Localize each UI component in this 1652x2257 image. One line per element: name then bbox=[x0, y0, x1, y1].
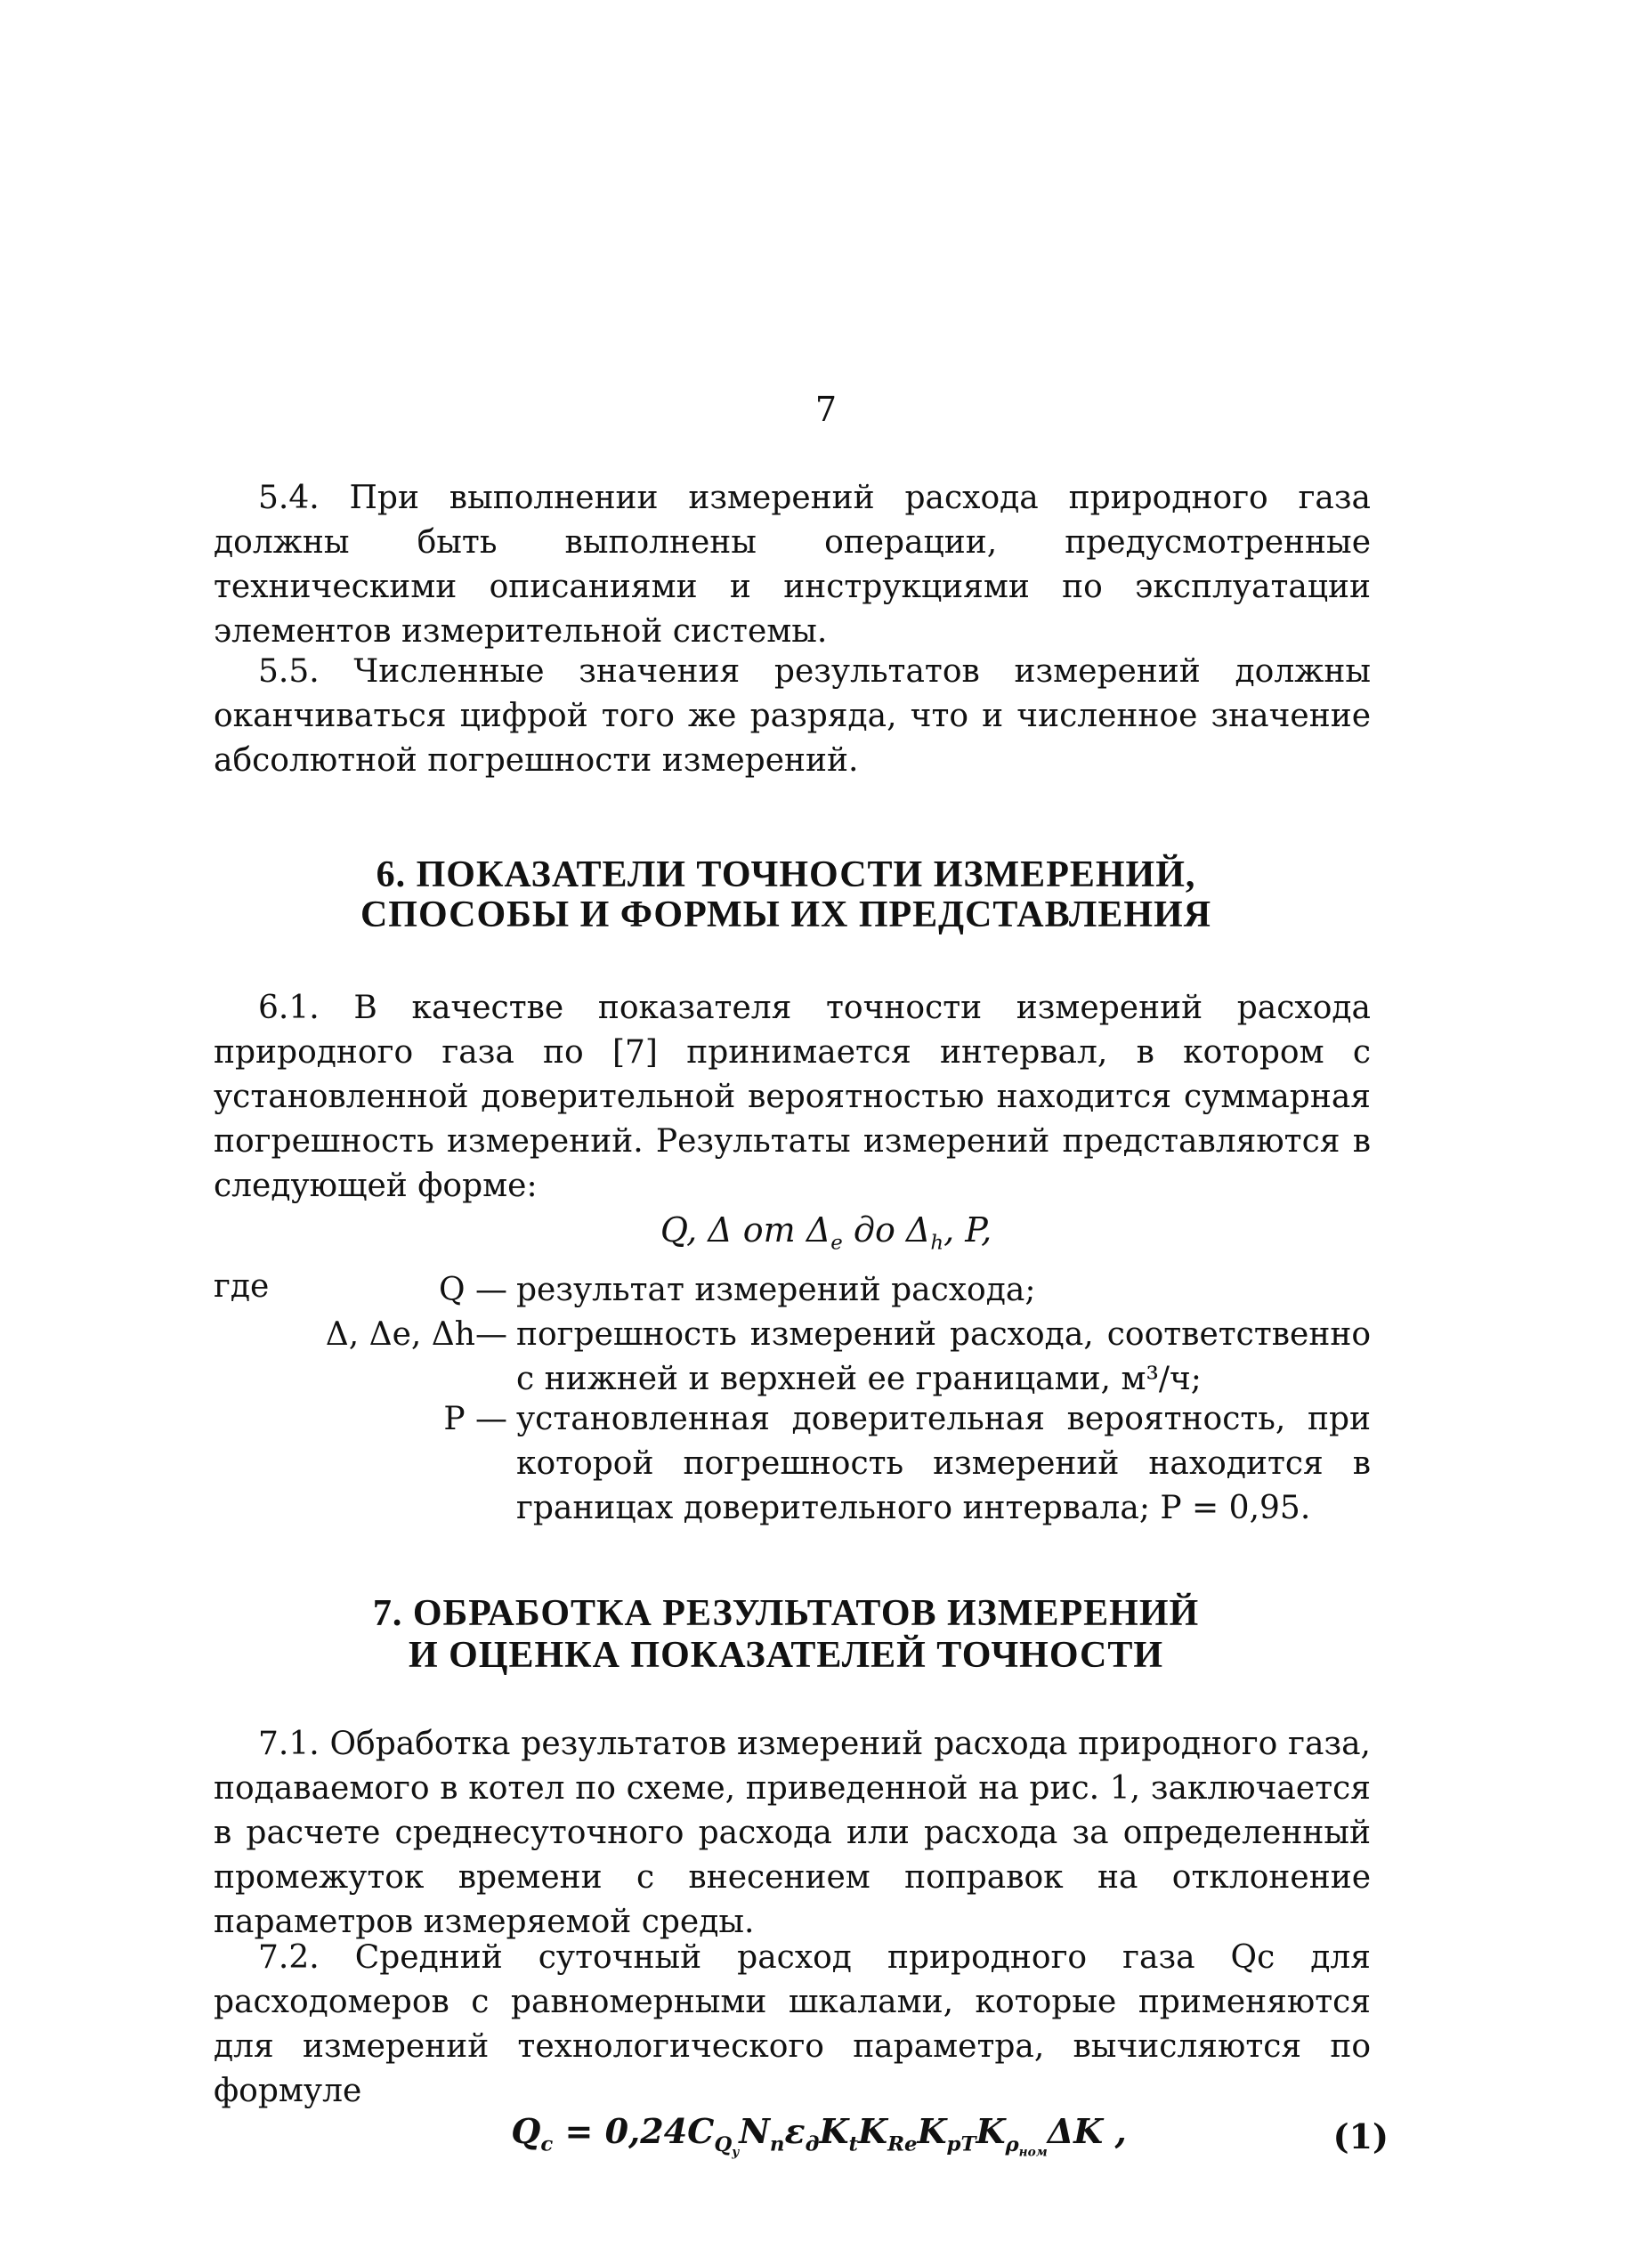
definition-delta bbox=[214, 1313, 1371, 1402]
where-label: где bbox=[214, 1268, 270, 1305]
definition-text: установленная доверительная вероятность, при которой погрешность измерений находится в границах доверительного интервала; P = 0,95. bbox=[516, 1401, 1371, 1526]
definition-p bbox=[214, 1397, 1371, 1531]
paragraph-5-4: 5.4. При выполнении измерений расхода природного газа должны быть выполнены операции, предусмотренные техническими описаниями и инструкциями по эксплуатации элементов измерительной системы. bbox=[214, 480, 1371, 650]
paragraph-7-1: 7.1. Обработка результатов измерений расхода природного газа, подаваемого в котел по схеме, приведенной на рис. 1, заключается в расчете среднесуточного расхода или расхода за определенный промежуток времени с внесением поправок на отклонение параметров измеряемой среды. bbox=[214, 1726, 1371, 1940]
formula-do: до bbox=[853, 1210, 895, 1250]
definition-text: погрешность измерений расхода, соответственно с нижней и верхней ее границами, м³/ч; bbox=[516, 1316, 1371, 1397]
definition-symbol: Q — bbox=[439, 1272, 507, 1308]
definition-symbol: Δ, Δe, Δh— bbox=[325, 1316, 507, 1353]
formula-p: , P, bbox=[943, 1210, 992, 1250]
paragraph-6-1: 6.1. В качестве показателя точности измерений расхода природного газа по [7] принимается интервал, в котором с установленной доверительной вероятностью находится суммарная погрешность измерений. Результаты измерений представляются в следующей форме: bbox=[214, 990, 1371, 1204]
paragraph-7-2: 7.2. Средний суточный расход природного газа Qc для расходомеров с равномерными шкалами, которые применяются для измерений технологического параметра, вычисляются по формуле bbox=[214, 1939, 1371, 2109]
section-7-heading-line2: И ОЦЕНКА ПОКАЗАТЕЛЕЙ ТОЧНОСТИ bbox=[408, 1635, 1164, 1676]
equation-number: (1) bbox=[1332, 2116, 1389, 2156]
formula-q: Q, Δ bbox=[660, 1210, 733, 1250]
formula-ot: от bbox=[742, 1210, 796, 1250]
formula-delta-upper: $\Delta_h$ bbox=[905, 1210, 944, 1255]
definition-q bbox=[214, 1268, 1371, 1313]
equation-1-lhs: $Q_c = 0,24C_{Q_y}N_п\varepsilon_дK_tK_{Re}K_{pT}K_{\rho_{ном}}\Delta K$ , bbox=[511, 2111, 1127, 2160]
definition-symbol: P — bbox=[443, 1401, 507, 1437]
section-6-heading-line1: 6. ПОКАЗАТЕЛИ ТОЧНОСТИ ИЗМЕРЕНИЙ, bbox=[376, 854, 1196, 895]
paragraph-5-5: 5.5. Численные значения результатов измерений должны оканчиваться цифрой того же разряда, что и численное значение абсолютной погрешности измерений. bbox=[214, 653, 1371, 779]
section-7-heading-line1: 7. ОБРАБОТКА РЕЗУЛЬТАТОВ ИЗМЕРЕНИЙ bbox=[372, 1593, 1200, 1634]
result-form-formula bbox=[0, 1210, 1652, 1255]
equation-1 bbox=[481, 2111, 1157, 2159]
section-6-heading-line2: СПОСОБЫ И ФОРМЫ ИХ ПРЕДСТАВЛЕНИЯ bbox=[360, 894, 1212, 935]
formula-delta-lower: $\Delta_e$ bbox=[806, 1210, 843, 1255]
page-number: 7 bbox=[814, 390, 838, 429]
definition-text: результат измерений расхода; bbox=[516, 1272, 1036, 1308]
